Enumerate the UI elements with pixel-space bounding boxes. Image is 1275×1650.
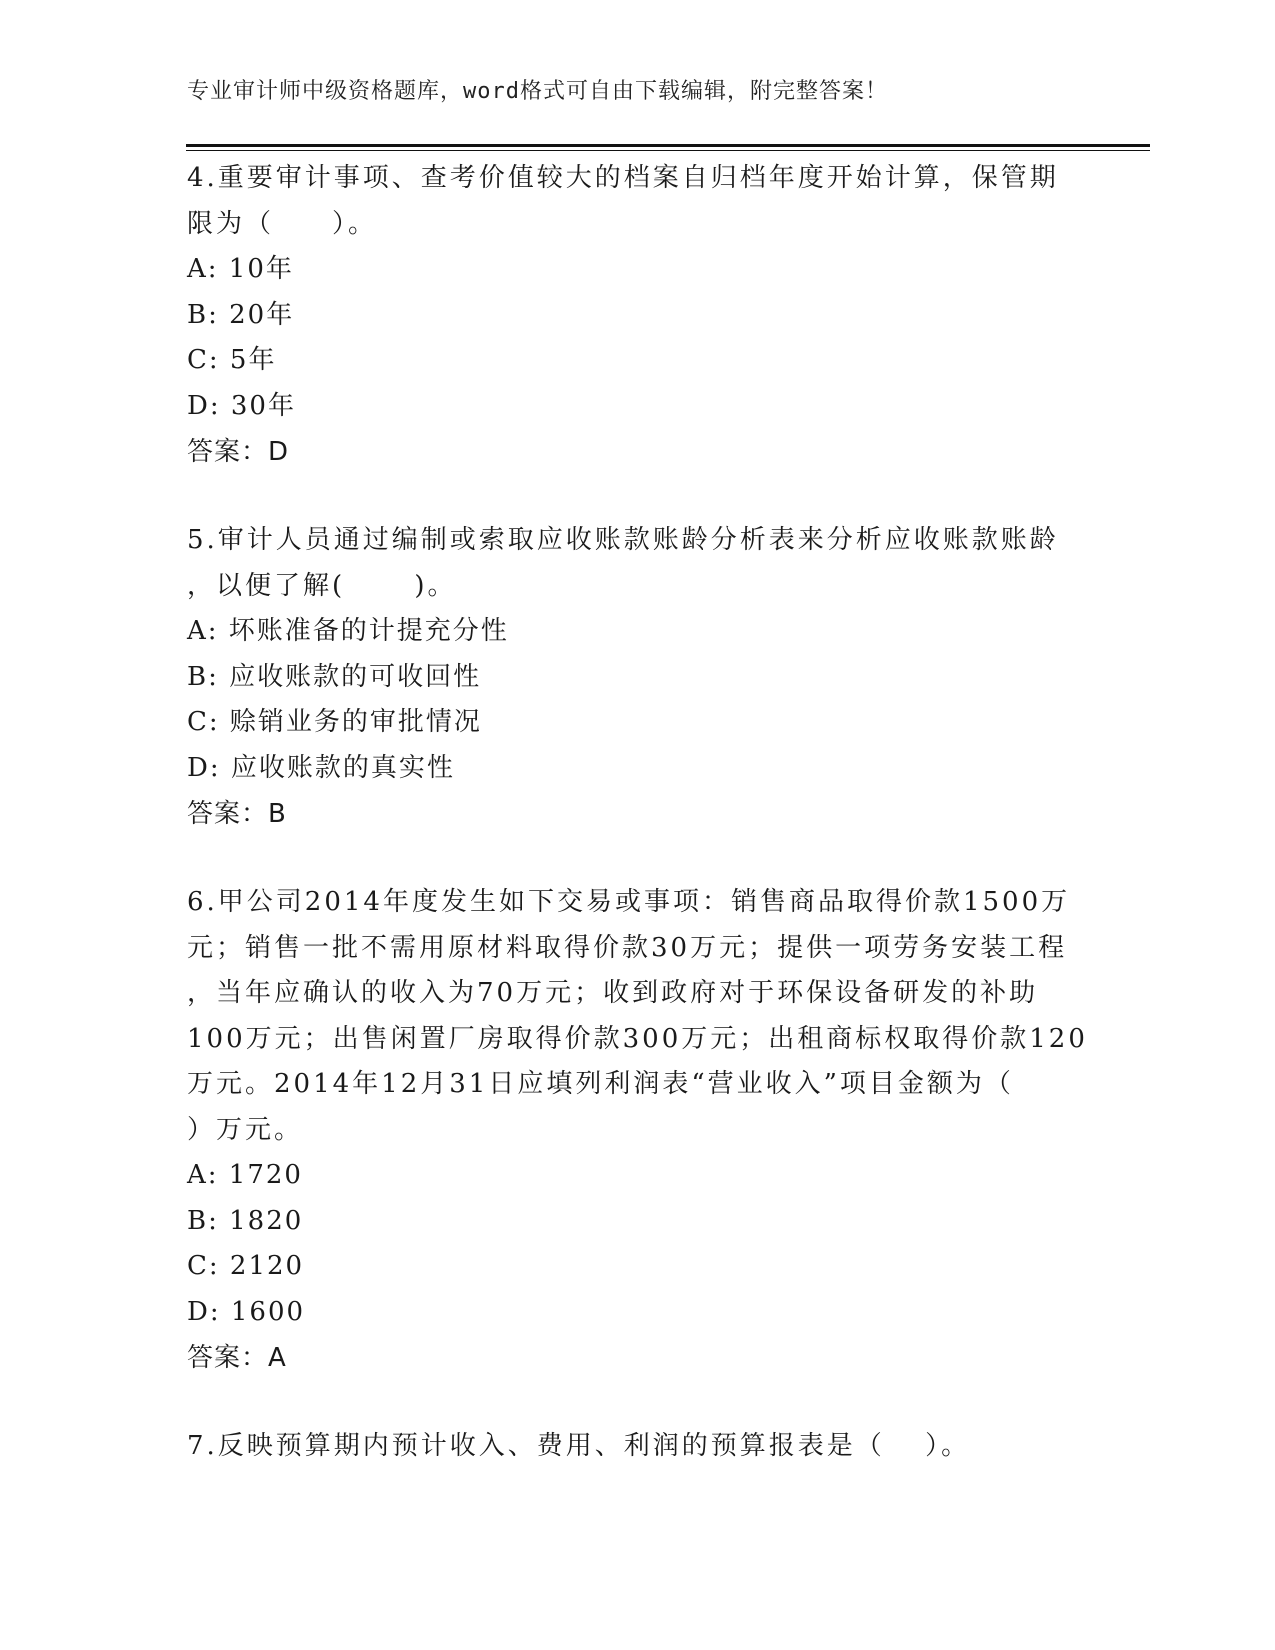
option-a: A: 坏账准备的计提充分性 — [187, 616, 509, 646]
question-stem-line: ）万元。 — [187, 1114, 304, 1145]
question-6 — [187, 880, 1087, 1381]
page-header: 专业审计师中级资格题库，word格式可自由下载编辑，附完整答案！ — [187, 79, 888, 104]
question-stem-line: 限为（ ）。 — [187, 208, 378, 239]
question-stem-line: ，以便了解( )。 — [187, 570, 457, 601]
option-c: C: 赊销业务的审批情况 — [187, 707, 482, 737]
option-a: A: 1720 — [187, 1160, 303, 1190]
header-rule-thin — [186, 150, 1150, 151]
answer: 答案：A — [187, 1343, 287, 1373]
option-c: C: 2120 — [187, 1251, 305, 1281]
question-list — [187, 156, 1087, 1513]
header-rule-thick — [186, 144, 1150, 147]
question-stem-line: 100万元；出售闲置厂房取得价款300万元；出租商标权取得价款120 — [187, 1023, 1088, 1054]
option-d: D: 应收账款的真实性 — [187, 752, 455, 783]
option-d: D: 30年 — [187, 390, 296, 421]
question-5 — [187, 518, 1087, 837]
question-7 — [187, 1424, 1087, 1470]
option-b: B: 20年 — [187, 299, 295, 330]
option-a: A: 10年 — [187, 254, 294, 284]
question-4 — [187, 156, 1087, 475]
answer: 答案：D — [187, 437, 290, 467]
question-stem-line: 5.审计人员通过编制或索取应收账款账龄分析表来分析应收账款账龄 — [187, 525, 1059, 555]
option-c: C: 5年 — [187, 345, 277, 375]
answer: 答案：B — [187, 799, 287, 829]
question-stem-line: ，当年应确认的收入为70万元；收到政府对于环保设备研发的补助 — [187, 978, 1039, 1008]
option-b: B: 1820 — [187, 1205, 304, 1236]
question-stem-line: 4.重要审计事项、查考价值较大的档案自归档年度开始计算，保管期 — [187, 163, 1059, 193]
option-b: B: 应收账款的可收回性 — [187, 661, 482, 692]
question-stem-line: 元；销售一批不需用原材料取得价款30万元；提供一项劳务安装工程 — [187, 932, 1068, 963]
question-stem-line: 6.甲公司2014年度发生如下交易或事项：销售商品取得价款1500万 — [187, 887, 1071, 917]
option-d: D: 1600 — [187, 1296, 306, 1327]
question-stem-line: 7.反映预算期内预计收入、费用、利润的预算报表是（ ）。 — [187, 1431, 971, 1461]
question-stem-line: 万元。2014年12月31日应填列利润表“营业收入”项目金额为（ — [187, 1069, 1014, 1099]
